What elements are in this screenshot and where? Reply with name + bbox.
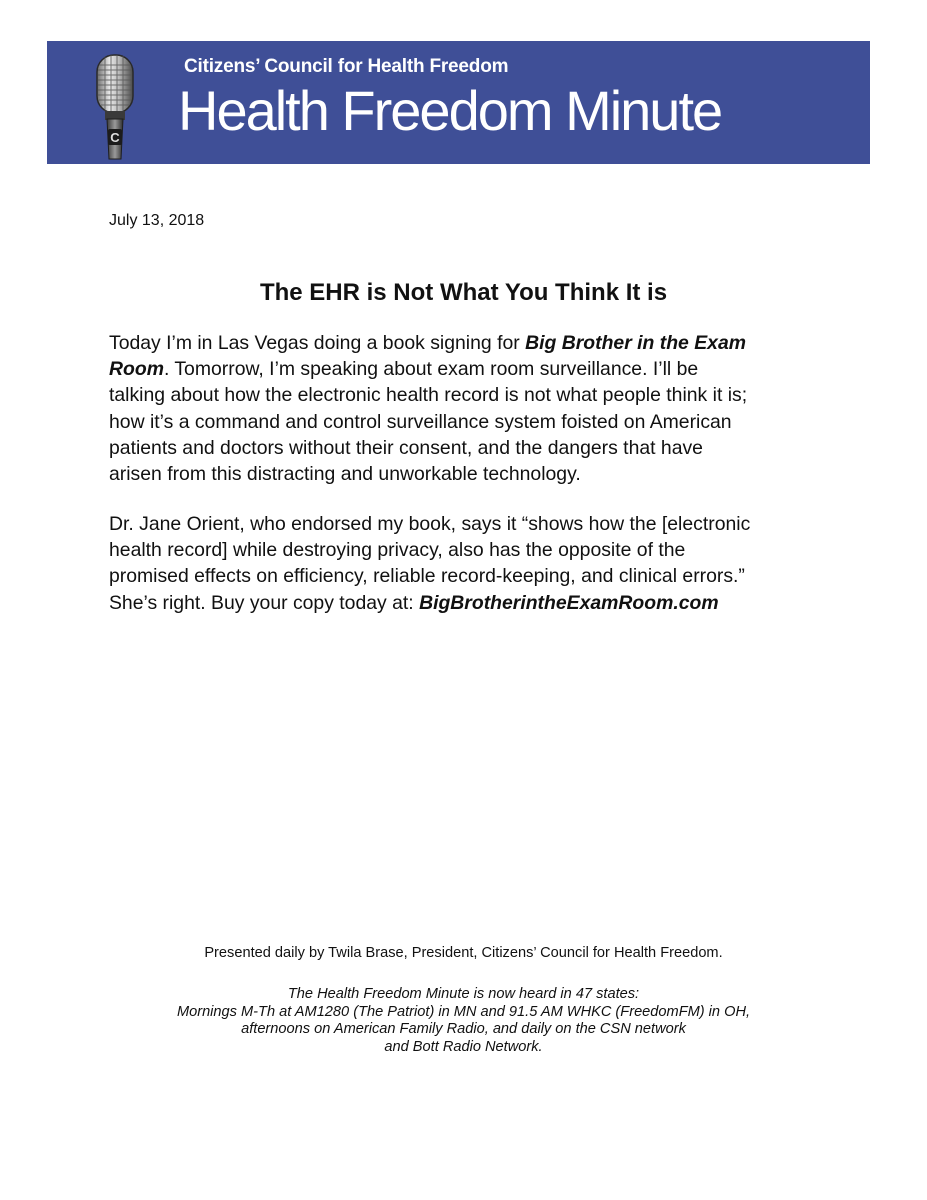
book-title: Big Brother in the Exam [525,332,746,354]
paragraph-text: She’s right. Buy your copy today at: [109,591,420,614]
broadcast-stations-note [0,986,927,1056]
paragraph-line: how it’s a command and control surveillance system foisted on American [109,410,732,433]
svg-text:C: C [110,130,120,145]
stations-line: afternoons on American Family Radio, and daily on the CSN network [241,1021,686,1038]
article-date: July 13, 2018 [109,212,205,229]
paragraph-text: . Tomorrow, I’m speaking about exam room surveillance. I’ll be [163,358,699,381]
stations-line: The Health Freedom Minute is now heard in 47 states: [287,986,640,1002]
paragraph-text: Today I’m in Las Vegas doing a book signing for [109,332,526,354]
stations-line: Mornings M-Th at AM1280 (The Patriot) in MN and 91.5 AM WHKC (FreedomFM) in OH, [176,1003,751,1020]
presented-by-note: Presented daily by Twila Brase, President, Citizens’ Council for Health Freedom. [204,945,723,961]
program-title: Health Freedom Minute [178,79,722,142]
paragraph-line: talking about how the electronic health record is not what people think it is; [109,384,748,407]
paragraph-line: promised effects on efficiency, reliable record-keeping, and clinical errors.” [109,565,745,588]
stations-line: and Bott Radio Network. [384,1038,543,1055]
book-title: Room [109,358,164,381]
article-paragraph-2 [109,511,829,616]
website-link: BigBrotherintheExamRoom.com [419,591,719,614]
paragraph-line: patients and doctors without their consent, and the dangers that have [109,436,703,459]
article-title: The EHR is Not What You Think It is [259,279,668,306]
paragraph-line [109,330,829,356]
header-banner [47,41,870,164]
paragraph-line: health record] while destroying privacy, also has the opposite of the [109,539,686,562]
paragraph-line: arisen from this distracting and unworkable technology. [109,463,581,486]
paragraph-line: Dr. Jane Orient, who endorsed my book, says it “shows how the [electronic [109,513,751,535]
organization-name: Citizens’ Council for Health Freedom [184,56,509,77]
microphone-icon [91,53,141,161]
paragraph-line [109,356,829,382]
paragraph-line [109,590,829,616]
article-paragraph-1 [109,330,829,487]
